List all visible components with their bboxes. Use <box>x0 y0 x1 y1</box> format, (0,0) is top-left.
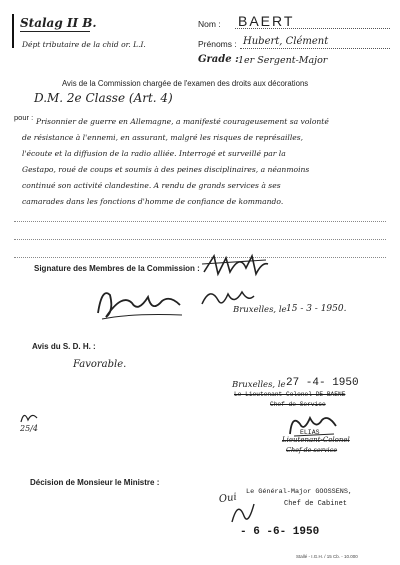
commission-signature-left <box>92 283 187 323</box>
prenoms-line <box>240 48 390 49</box>
sdh-signer: Le Lieutenant-Colonel DE BAENE <box>234 391 346 398</box>
lower-signer: Lieutenant-Colonel <box>282 436 350 444</box>
sdh-label: Avis du S. D. H. : <box>32 342 96 351</box>
ruled-line <box>14 221 386 222</box>
stalag-title: Stalag II B. <box>20 16 97 30</box>
nom-line <box>235 28 390 29</box>
grade-value: 1er Sergent-Major <box>238 55 328 66</box>
minister-handwritten: Oui <box>218 491 238 506</box>
commission-title: Avis de la Commission chargée de l'examen des droits aux décorations <box>62 79 309 88</box>
text-line: camarades dans les fonctions d'homme de confiance de kommando. <box>22 197 284 206</box>
prenoms-value: Hubert, Clément <box>243 36 329 47</box>
text-line: Prisonnier de guerre en Allemagne, a manifesté courageusement sa volonté <box>36 117 329 126</box>
side-initials <box>18 408 40 426</box>
ruled-line <box>14 239 386 240</box>
text-line: l'écoute et la diffusion de la radio alliée. Interrogé et surveillé par la <box>22 149 286 158</box>
nom-value: BAERT <box>238 13 295 29</box>
pour-label: pour : <box>14 113 34 122</box>
sdh-place: Bruxelles, le <box>232 380 286 390</box>
margin-bar <box>12 14 14 48</box>
minister-label: Décision de Monsieur le Ministre : <box>30 478 160 487</box>
text-line: Gestapo, roué de coups et soumis à des peines disciplinaires, a néanmoins <box>22 165 310 174</box>
minister-date: - 6 -6- 1950 <box>240 526 320 538</box>
stalag-underline <box>20 31 90 32</box>
text-line: continué son activité clandestine. A rendu de grands services à ses <box>22 181 281 190</box>
stalag-subline: Dépt tributaire de la chid or. L.I. <box>22 40 146 49</box>
side-note: 25/4 <box>20 424 38 433</box>
sdh-signer-title: Chef de Service <box>270 401 326 408</box>
minister-stamp-line1: Le Général-Major GOOSSENS, <box>246 488 353 496</box>
minister-signature <box>228 498 258 528</box>
minister-stamp-line2: Chef de Cabinet <box>284 500 348 508</box>
grade-label: Grade : <box>198 54 239 65</box>
signatures-label: Signature des Membres de la Commission : <box>34 264 200 273</box>
commission-signature-top <box>200 250 270 280</box>
text-line: de résistance à l'ennemi, en assurant, malgré les risques de représailles, <box>22 133 304 142</box>
commission-date: 15 - 3 - 1950. <box>286 304 347 314</box>
sdh-value: Favorable. <box>73 359 127 370</box>
footer-print: Stallé - I.G.H. / 15 Cb. - 10.000 <box>296 554 358 559</box>
sdh-date: 27 -4- 1950 <box>286 377 359 389</box>
commission-place: Bruxelles, le <box>233 305 287 315</box>
lower-signer-name: ELIAS <box>300 429 320 436</box>
lower-signer-role: Chef de service <box>286 446 338 454</box>
prenoms-label: Prénoms : <box>198 39 237 49</box>
nom-label: Nom : <box>198 19 221 29</box>
decision-text: D.M. 2e Classe (Art. 4) <box>34 91 173 105</box>
